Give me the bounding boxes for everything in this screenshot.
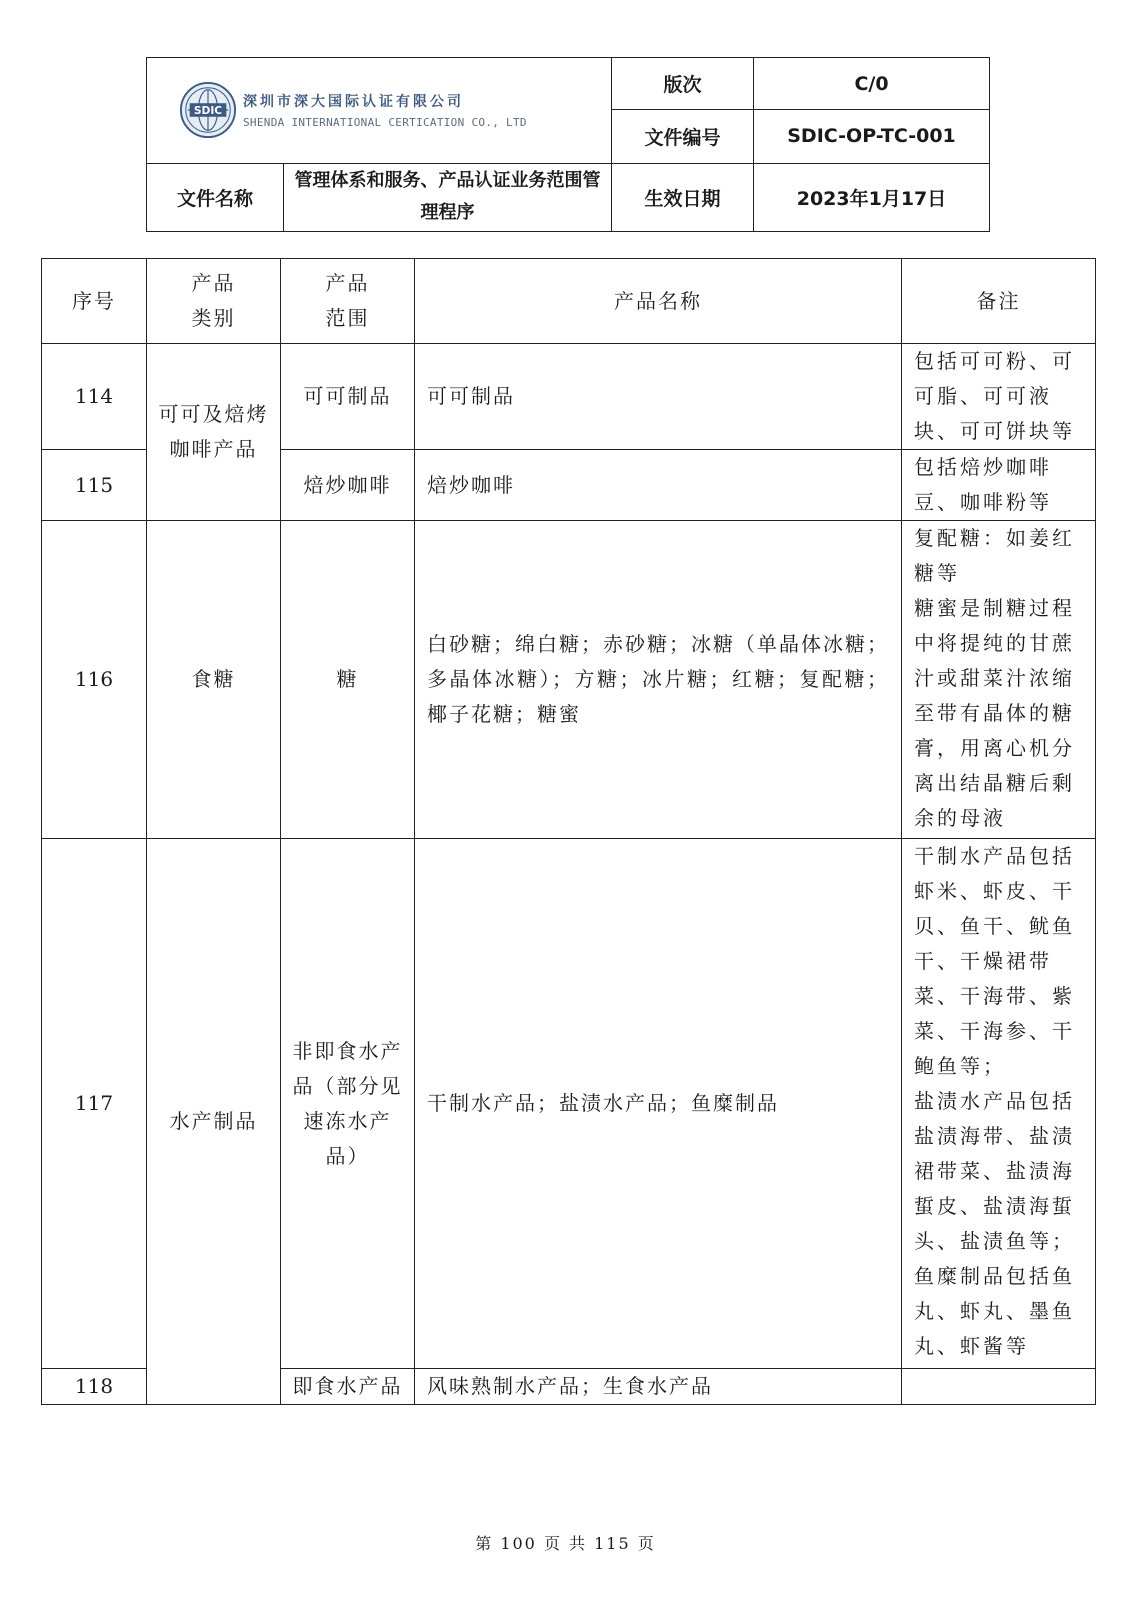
row-number: 116	[42, 521, 147, 839]
row-note: 包括可可粉、可可脂、可可液块、可可饼块等	[902, 344, 1096, 450]
row-scope: 可可制品	[281, 344, 415, 450]
version-label: 版次	[612, 58, 754, 110]
svg-text:SDIC: SDIC	[193, 104, 223, 118]
row-note: 包括焙炒咖啡豆、咖啡粉等	[902, 450, 1096, 521]
date-value: 2023年1月17日	[754, 163, 990, 231]
company-name-en: SHENDA INTERNATIONAL CERTICATION CO., LTD	[243, 116, 527, 130]
table-row	[42, 344, 1096, 450]
col-header-scope-line1: 产品	[325, 271, 370, 295]
filename-value: 管理体系和服务、产品认证业务范围管理程序	[284, 163, 612, 231]
row-category: 水产制品	[147, 839, 281, 1405]
col-header-category-line1: 产品	[191, 271, 236, 295]
row-product-name: 风味熟制水产品；生食水产品	[415, 1369, 902, 1405]
row-number: 117	[42, 839, 147, 1369]
row-category: 可可及焙烤咖啡产品	[147, 344, 281, 521]
col-header-scope	[281, 259, 415, 344]
document-header	[146, 57, 990, 232]
row-note: 复配糖：如姜红糖等 糖蜜是制糖过程中将提纯的甘蔗汁或甜菜汁浓缩至带有晶体的糖膏，用离心机分离出结晶糖后剩余的母液	[902, 521, 1096, 839]
col-header-category	[147, 259, 281, 344]
filename-label: 文件名称	[147, 163, 284, 231]
row-number: 115	[42, 450, 147, 521]
table-header-row	[42, 259, 1096, 344]
date-label: 生效日期	[612, 163, 754, 231]
col-header-note: 备注	[902, 259, 1096, 344]
product-scope-table	[41, 258, 1096, 1405]
row-scope: 即食水产品	[281, 1369, 415, 1405]
row-product-name: 焙炒咖啡	[415, 450, 902, 521]
row-note	[902, 1369, 1096, 1405]
page-footer: 第 100 页 共 115 页	[475, 1534, 656, 1553]
docno-label: 文件编号	[612, 110, 754, 163]
row-product-name: 干制水产品；盐渍水产品；鱼糜制品	[415, 839, 902, 1369]
col-header-scope-line2: 范围	[325, 306, 370, 330]
row-product-name: 可可制品	[415, 344, 902, 450]
row-number: 114	[42, 344, 147, 450]
row-number: 118	[42, 1369, 147, 1405]
docno-value: SDIC-OP-TC-001	[754, 110, 990, 163]
row-scope: 焙炒咖啡	[281, 450, 415, 521]
company-name-cn: 深圳市深大国际认证有限公司	[243, 94, 464, 111]
row-scope: 非即食水产品（部分见速冻水产品）	[281, 839, 415, 1369]
table-row	[42, 521, 1096, 839]
row-category: 食糖	[147, 521, 281, 839]
version-value: C/0	[754, 58, 990, 110]
row-product-name: 白砂糖；绵白糖；赤砂糖；冰糖（单晶体冰糖；多晶体冰糖）；方糖；冰片糖；红糖；复配糖；椰子花糖；糖蜜	[415, 521, 902, 839]
table-row	[42, 839, 1096, 1369]
col-header-name: 产品名称	[415, 259, 902, 344]
col-header-no: 序号	[42, 259, 147, 344]
row-note: 干制水产品包括虾米、虾皮、干贝、鱼干、鱿鱼干、干燥裙带菜、干海带、紫菜、干海参、干鲍鱼等； 盐渍水产品包括盐渍海带、盐渍裙带菜、盐渍海蜇皮、盐渍海蜇头、盐渍鱼等； 鱼糜制品包括鱼丸、虾丸、墨鱼丸、虾酱等	[902, 839, 1096, 1369]
company-logo-cell	[147, 58, 612, 164]
company-logo-icon	[179, 81, 237, 139]
row-scope: 糖	[281, 521, 415, 839]
col-header-category-line2: 类别	[191, 306, 236, 330]
